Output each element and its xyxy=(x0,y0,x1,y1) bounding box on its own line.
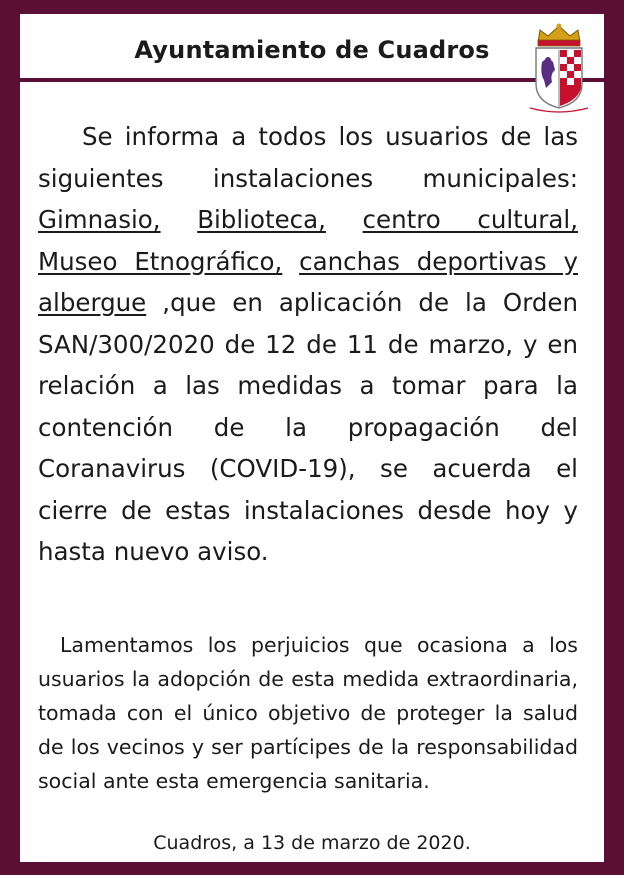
facility-gimnasio: Gimnasio, xyxy=(38,205,161,234)
facility-centro-cultural: centro cultural, xyxy=(362,205,578,234)
municipal-coat-of-arms-icon xyxy=(526,18,592,114)
header xyxy=(20,14,604,86)
facility-biblioteca: Biblioteca, xyxy=(197,205,326,234)
notice-sheet xyxy=(20,14,604,862)
header-divider xyxy=(20,78,604,82)
notice-signoff: Cuadros, a 13 de marzo de 2020. xyxy=(153,832,471,854)
page-title: Ayuntamiento de Cuadros xyxy=(134,36,490,64)
facility-canchas-albergue: canchas deportivas y albergue xyxy=(38,246,579,317)
notice-paragraph-2: Lamentamos los perjuicios que ocasiona a los usuarios la adopción de esta medida extraordinaria, tomada con el único objetivo de proteger la salud de los vecinos y ser partícipes de la responsabilidad social ante esta emergencia sanitaria. xyxy=(38,633,578,793)
notice-intro-text: Se informa a todos los usuarios de las siguientes instalaciones municipales: xyxy=(38,122,578,193)
notice-paragraph-1 xyxy=(38,116,578,573)
notice-body-text: ,que en aplicación de la Orden SAN/300/2020 de 12 de 11 de marzo, y en relación a las medidas a tomar para la contención de la propagación del Coranavirus (COVID-19), se acuerda el cierre de estas instalaciones desde hoy y hasta nuevo aviso. xyxy=(38,288,578,566)
facility-museo-etnografico: Museo Etnográfico, xyxy=(38,246,283,276)
